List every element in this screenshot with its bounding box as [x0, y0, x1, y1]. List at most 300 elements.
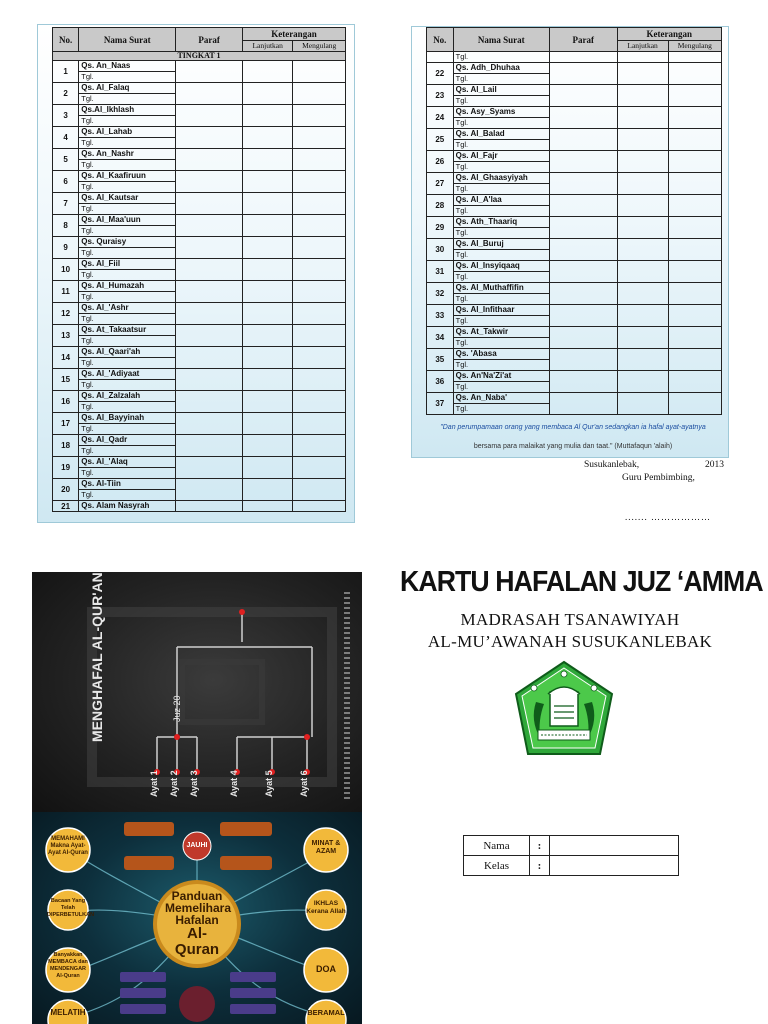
tgl-label: Tgl.: [79, 160, 176, 171]
lanjutkan-cell[interactable]: [617, 393, 668, 415]
surah-number: 3: [53, 105, 79, 127]
paraf-cell[interactable]: [176, 281, 243, 303]
paraf-cell[interactable]: [549, 107, 617, 129]
surah-row: [53, 391, 346, 402]
mengulang-cell[interactable]: [293, 435, 346, 457]
paraf-cell[interactable]: [176, 457, 243, 479]
kelas-label: Kelas: [464, 856, 530, 876]
lanjutkan-cell[interactable]: [242, 215, 293, 237]
tgl-label: Tgl.: [79, 116, 176, 127]
identity-row-kelas: [464, 856, 679, 876]
lanjutkan-cell[interactable]: [242, 501, 293, 512]
surah-name: Qs. Al_'Ashr: [79, 303, 176, 314]
tgl-label: Tgl.: [79, 468, 176, 479]
svg-text:Ayat 1: Ayat 1: [149, 770, 159, 797]
surah-name: Qs. An_Nashr: [79, 149, 176, 160]
fragment-paraf-cell[interactable]: [549, 52, 617, 63]
tgl-label: Tgl.: [79, 270, 176, 281]
tgl-label: Tgl.: [453, 140, 549, 151]
tgl-label: Tgl.: [453, 162, 549, 173]
lanjutkan-cell[interactable]: [617, 195, 668, 217]
surah-number: 6: [53, 171, 79, 193]
mengulang-cell[interactable]: [293, 259, 346, 281]
surah-row: [427, 261, 722, 272]
surah-row: [53, 479, 346, 490]
mengulang-cell[interactable]: [293, 369, 346, 391]
surah-number: 15: [53, 369, 79, 391]
tgl-label: Tgl.: [79, 204, 176, 215]
paraf-cell[interactable]: [176, 127, 243, 149]
surah-number: 23: [427, 85, 454, 107]
lanjutkan-cell[interactable]: [242, 149, 293, 171]
surah-number: 12: [53, 303, 79, 325]
tgl-label: Tgl.: [79, 182, 176, 193]
paraf-cell[interactable]: [176, 325, 243, 347]
mengulang-cell[interactable]: [293, 457, 346, 479]
paraf-cell[interactable]: [549, 151, 617, 173]
header-keterangan: Keterangan: [617, 28, 722, 41]
paraf-cell[interactable]: [549, 393, 617, 415]
signature-place: Susukanlebak,: [584, 460, 640, 470]
tgl-label: Tgl.: [453, 118, 549, 129]
mengulang-cell[interactable]: [668, 63, 721, 85]
tgl-label: Tgl.: [453, 338, 549, 349]
surah-name: Qs. Alam Nasyrah: [79, 501, 176, 512]
tgl-label: Tgl.: [453, 316, 549, 327]
tgl-label: Tgl.: [453, 294, 549, 305]
surah-row: [53, 127, 346, 138]
surah-number: 33: [427, 305, 454, 327]
lanjutkan-cell[interactable]: [617, 217, 668, 239]
surah-name: Qs. Quraisy: [79, 237, 176, 248]
surah-name: Qs. Al_Qaari'ah: [79, 347, 176, 358]
surah-row: [53, 325, 346, 336]
surah-number: 8: [53, 215, 79, 237]
surah-row: [53, 369, 346, 380]
paraf-cell[interactable]: [549, 63, 617, 85]
tgl-label: Tgl.: [453, 250, 549, 261]
tgl-label: Tgl.: [453, 228, 549, 239]
surah-name: Qs. Al_Lahab: [79, 127, 176, 138]
mengulang-cell[interactable]: [668, 305, 721, 327]
surah-name: Qs. Al_Balad: [453, 129, 549, 140]
poster-jauhi-label: JAUHI: [186, 842, 208, 849]
tingkat-band: TINGKAT 1: [53, 52, 346, 61]
surah-name: Qs. An_Naba': [453, 393, 549, 404]
lanjutkan-cell[interactable]: [617, 371, 668, 393]
paraf-cell[interactable]: [549, 195, 617, 217]
paraf-cell[interactable]: [176, 479, 243, 501]
surah-number: 37: [427, 393, 454, 415]
surah-row: [53, 435, 346, 446]
surah-number: 14: [53, 347, 79, 369]
lanjutkan-cell[interactable]: [242, 237, 293, 259]
surah-row: [427, 107, 722, 118]
lanjutkan-cell[interactable]: [617, 283, 668, 305]
lanjutkan-cell[interactable]: [242, 303, 293, 325]
surah-number: 19: [53, 457, 79, 479]
surah-row: [53, 259, 346, 270]
lanjutkan-cell[interactable]: [242, 193, 293, 215]
tgl-label: Tgl.: [79, 424, 176, 435]
mengulang-cell[interactable]: [668, 393, 721, 415]
mengulang-cell[interactable]: [293, 413, 346, 435]
signature-year: 2013: [705, 460, 724, 470]
lanjutkan-cell[interactable]: [617, 349, 668, 371]
paraf-cell[interactable]: [176, 413, 243, 435]
lanjutkan-cell[interactable]: [242, 127, 293, 149]
header-paraf: Paraf: [549, 28, 617, 52]
surah-name: Qs. At_Takaatsur: [79, 325, 176, 336]
center-title-line-4: Al-Quran: [174, 925, 220, 958]
lanjutkan-cell[interactable]: [242, 457, 293, 479]
mengulang-cell[interactable]: [293, 479, 346, 501]
mengulang-cell[interactable]: [668, 151, 721, 173]
tgl-label: Tgl.: [79, 94, 176, 105]
mengulang-cell[interactable]: [293, 171, 346, 193]
signature-role: Guru Pembimbing,: [622, 473, 695, 483]
tgl-label: Tgl.: [453, 360, 549, 371]
fragment-mengulang-cell[interactable]: [668, 52, 721, 63]
surah-row: [427, 239, 722, 250]
school-logo-emblem: [508, 658, 620, 762]
lanjutkan-cell[interactable]: [242, 83, 293, 105]
surah-number: 4: [53, 127, 79, 149]
mengulang-cell[interactable]: [668, 349, 721, 371]
mengulang-cell[interactable]: [293, 281, 346, 303]
lanjutkan-cell[interactable]: [242, 435, 293, 457]
quote-line-1: "Dan perumpamaan orang yang membaca Al Qur'an sedangkan ia hafal ayat-ayatnya: [440, 424, 706, 431]
svg-text:Ayat 3: Ayat 3: [189, 770, 199, 797]
header-no: No.: [53, 28, 79, 52]
poster-side-title: MENGHAFAL AL-QUR'AN: [89, 572, 105, 742]
lanjutkan-cell[interactable]: [617, 327, 668, 349]
lanjutkan-cell[interactable]: [617, 129, 668, 151]
fragment-lanjutkan-cell[interactable]: [617, 52, 668, 63]
mengulang-cell[interactable]: [293, 325, 346, 347]
paraf-cell[interactable]: [549, 173, 617, 195]
tgl-label: Tgl.: [79, 402, 176, 413]
surah-number: 17: [53, 413, 79, 435]
mengulang-cell[interactable]: [293, 347, 346, 369]
paraf-cell[interactable]: [176, 83, 243, 105]
surah-name: Qs. Al_'Adiyaat: [79, 369, 176, 380]
surah-row: [53, 237, 346, 248]
mengulang-cell[interactable]: [293, 501, 346, 512]
paraf-cell[interactable]: [176, 501, 243, 512]
surah-name: Qs. Al_Maa'uun: [79, 215, 176, 226]
surah-row: [53, 457, 346, 468]
hafalan-table-right: [426, 27, 722, 415]
tgl-label: Tgl.: [453, 206, 549, 217]
surah-row: [53, 171, 346, 182]
mengulang-cell[interactable]: [668, 261, 721, 283]
lanjutkan-cell[interactable]: [242, 259, 293, 281]
paraf-cell[interactable]: [176, 369, 243, 391]
lanjutkan-cell[interactable]: [617, 85, 668, 107]
lanjutkan-cell[interactable]: [617, 173, 668, 195]
surah-name: Qs. 'Abasa: [453, 349, 549, 360]
paraf-cell[interactable]: [549, 217, 617, 239]
surah-number: 28: [427, 195, 454, 217]
surah-name: Qs. Al_'Alaq: [79, 457, 176, 468]
surah-name: Qs. Al_Fajr: [453, 151, 549, 162]
surah-name: Qs. An'Na'Zi'at: [453, 371, 549, 382]
lanjutkan-cell[interactable]: [242, 347, 293, 369]
quote-line-2: bersama para malaikat yang mulia dan taat." (Muttafaqun 'alaih): [473, 443, 673, 450]
left-hafalan-table-panel: [37, 24, 355, 523]
fragment-tgl-label: Tgl.: [453, 52, 549, 63]
mengulang-cell[interactable]: [293, 149, 346, 171]
paraf-cell[interactable]: [176, 237, 243, 259]
surah-name: Qs. Al_A'laa: [453, 195, 549, 206]
surah-row: [427, 195, 722, 206]
svg-text:Ayat 5: Ayat 5: [264, 770, 274, 797]
surah-row: [53, 105, 346, 116]
mengulang-cell[interactable]: [293, 83, 346, 105]
surah-name: Qs. Al-Tiin: [79, 479, 176, 490]
tgl-label: Tgl.: [79, 292, 176, 303]
paraf-cell[interactable]: [176, 303, 243, 325]
kelas-colon: :: [530, 856, 550, 876]
surah-row: [427, 327, 722, 338]
node-memahami: MEMAHAMI Makna Ayat-Ayat Al-Quran: [48, 836, 88, 856]
card-title: KARTU HAFALAN JUZ ‘AMMA: [400, 566, 763, 598]
tgl-label: Tgl.: [453, 184, 549, 195]
surah-row: [427, 349, 722, 360]
center-title-line-1: Panduan: [171, 889, 223, 903]
surah-name: Qs. Al_Kautsar: [79, 193, 176, 204]
tgl-label: Tgl.: [79, 358, 176, 369]
school-name-line-2: AL-MU’AWANAH SUSUKANLEBAK: [427, 632, 713, 651]
node-membaca: Banyakkan MEMBACA dan MENDENGAR Al-Quran: [48, 952, 88, 979]
paraf-cell[interactable]: [176, 171, 243, 193]
surah-name: Qs. Adh_Dhuhaa: [453, 63, 549, 74]
surah-number: 20: [53, 479, 79, 501]
surah-number: 21: [53, 501, 79, 512]
right-table-body: [427, 63, 722, 415]
lanjutkan-cell[interactable]: [242, 369, 293, 391]
nama-label: Nama: [464, 836, 530, 856]
header-nama-surat: Nama Surat: [79, 28, 176, 52]
node-doa: DOA: [316, 964, 336, 974]
surah-number: 26: [427, 151, 454, 173]
header-mengulang: Mengulang: [293, 40, 346, 51]
node-ikhlas: IKHLAS Kerana Allah: [306, 900, 346, 915]
paraf-cell[interactable]: [176, 149, 243, 171]
mengulang-cell[interactable]: [293, 193, 346, 215]
surah-row: [53, 149, 346, 160]
lanjutkan-cell[interactable]: [242, 281, 293, 303]
surah-row: [427, 85, 722, 96]
surah-number: 35: [427, 349, 454, 371]
mengulang-cell[interactable]: [668, 327, 721, 349]
surah-row: [427, 283, 722, 294]
nama-colon: :: [530, 836, 550, 856]
mengulang-cell[interactable]: [668, 173, 721, 195]
school-name-line-1: MADRASAH TSANAWIYAH: [460, 610, 680, 629]
surah-row: [53, 281, 346, 292]
tgl-label: Tgl.: [79, 314, 176, 325]
lanjutkan-cell[interactable]: [617, 261, 668, 283]
paraf-cell[interactable]: [176, 61, 243, 83]
mengulang-cell[interactable]: [293, 391, 346, 413]
svg-text:Ayat 4: Ayat 4: [229, 770, 239, 797]
surah-name: Qs. Al_Infithaar: [453, 305, 549, 316]
signature-line: ....... ………………: [625, 512, 711, 522]
fragment-no-cell: [427, 52, 454, 63]
tgl-label: Tgl.: [79, 138, 176, 149]
surah-number: 25: [427, 129, 454, 151]
center-title-line-2: Memelihara: [165, 901, 232, 915]
header-keterangan: Keterangan: [242, 28, 345, 41]
mengulang-cell[interactable]: [668, 371, 721, 393]
lanjutkan-cell[interactable]: [242, 325, 293, 347]
mengulang-cell[interactable]: [668, 283, 721, 305]
poster-center-title: [165, 889, 232, 958]
svg-text:Ayat 2: Ayat 2: [169, 770, 179, 797]
surah-number: 9: [53, 237, 79, 259]
mengulang-cell[interactable]: [668, 129, 721, 151]
lanjutkan-cell[interactable]: [242, 479, 293, 501]
lanjutkan-cell[interactable]: [242, 391, 293, 413]
paraf-cell[interactable]: [549, 261, 617, 283]
paraf-cell[interactable]: [549, 327, 617, 349]
surah-name: Qs. Al_Fiil: [79, 259, 176, 270]
svg-text:Ayat 6: Ayat 6: [299, 770, 309, 797]
paraf-cell[interactable]: [176, 215, 243, 237]
paraf-cell[interactable]: [549, 283, 617, 305]
node-minat: MINAT & AZAM: [311, 840, 341, 855]
mengulang-cell[interactable]: [293, 215, 346, 237]
paraf-cell[interactable]: [176, 259, 243, 281]
header-lanjutkan: Lanjutkan: [617, 40, 668, 51]
surah-row: [53, 347, 346, 358]
right-hafalan-table-panel: [411, 26, 729, 458]
surah-row: [427, 63, 722, 74]
surah-number: 24: [427, 107, 454, 129]
surah-row: [53, 303, 346, 314]
lanjutkan-cell[interactable]: [617, 151, 668, 173]
mengulang-cell[interactable]: [293, 303, 346, 325]
mengulang-cell[interactable]: [668, 217, 721, 239]
surah-row: [53, 215, 346, 226]
surah-name: Qs. An_Naas: [79, 61, 176, 72]
surah-name: Qs. Al_Buruj: [453, 239, 549, 250]
mengulang-cell[interactable]: [668, 195, 721, 217]
surah-number: 31: [427, 261, 454, 283]
paraf-cell[interactable]: [176, 193, 243, 215]
student-identity-table: [463, 835, 679, 876]
surah-number: 13: [53, 325, 79, 347]
lanjutkan-cell[interactable]: [242, 413, 293, 435]
surah-number: 7: [53, 193, 79, 215]
tgl-label: Tgl.: [79, 72, 176, 83]
paraf-cell[interactable]: [549, 85, 617, 107]
mengulang-cell[interactable]: [668, 85, 721, 107]
surah-number: 10: [53, 259, 79, 281]
surah-number: 18: [53, 435, 79, 457]
surah-row: [427, 371, 722, 382]
header-mengulang: Mengulang: [668, 40, 721, 51]
surah-name: Qs. At_Takwir: [453, 327, 549, 338]
tgl-label: Tgl.: [79, 380, 176, 391]
paraf-cell[interactable]: [549, 305, 617, 327]
right-table-top-fragment: [427, 52, 722, 63]
tgl-label: Tgl.: [79, 336, 176, 347]
surah-name: Qs. Ath_Thaariq: [453, 217, 549, 228]
lanjutkan-cell[interactable]: [617, 107, 668, 129]
surah-row: [53, 83, 346, 94]
lanjutkan-cell[interactable]: [242, 171, 293, 193]
paraf-cell[interactable]: [549, 371, 617, 393]
tgl-label: Tgl.: [79, 446, 176, 457]
paraf-cell[interactable]: [176, 435, 243, 457]
surah-name: Qs. Asy_Syams: [453, 107, 549, 118]
tgl-label: Tgl.: [79, 490, 176, 501]
surah-name: Qs. Al_Bayyinah: [79, 413, 176, 424]
surah-row: [427, 173, 722, 184]
memorization-poster-bottom: [32, 812, 362, 1024]
surah-row: [53, 193, 346, 204]
lanjutkan-cell[interactable]: [242, 61, 293, 83]
mengulang-cell[interactable]: [668, 239, 721, 261]
node-bacaan: Bacaan Yang Telah DIPERBETULKAN: [47, 898, 95, 918]
surah-number: 2: [53, 83, 79, 105]
nama-field[interactable]: [550, 836, 679, 856]
poster-juz-label: Juz 20: [172, 695, 182, 722]
surah-row: [427, 129, 722, 140]
kelas-field[interactable]: [550, 856, 679, 876]
lanjutkan-cell[interactable]: [242, 105, 293, 127]
lanjutkan-cell[interactable]: [617, 305, 668, 327]
lanjutkan-cell[interactable]: [617, 63, 668, 85]
surah-row: [53, 61, 346, 72]
surah-row: [427, 217, 722, 228]
surah-name: Qs. Al_Zalzalah: [79, 391, 176, 402]
tgl-label: Tgl.: [453, 382, 549, 393]
lanjutkan-cell[interactable]: [617, 239, 668, 261]
mengulang-cell[interactable]: [293, 127, 346, 149]
header-lanjutkan: Lanjutkan: [242, 40, 293, 51]
surah-number: 30: [427, 239, 454, 261]
surah-number: 1: [53, 61, 79, 83]
surah-number: 16: [53, 391, 79, 413]
surah-name: Qs. Al_Humazah: [79, 281, 176, 292]
surah-name: Qs. Al_Ghaasyiyah: [453, 173, 549, 184]
paraf-cell[interactable]: [176, 105, 243, 127]
surah-name: Qs. Al_Muthaffifin: [453, 283, 549, 294]
paraf-cell[interactable]: [549, 239, 617, 261]
mengulang-cell[interactable]: [293, 105, 346, 127]
node-beramal: BERAMAL: [307, 1008, 345, 1017]
surah-number: 27: [427, 173, 454, 195]
surah-number: 22: [427, 63, 454, 85]
tgl-label: Tgl.: [453, 74, 549, 85]
surah-name: Qs. Al_Qadr: [79, 435, 176, 446]
paraf-cell[interactable]: [176, 391, 243, 413]
identity-row-nama: [464, 836, 679, 856]
mengulang-cell[interactable]: [668, 107, 721, 129]
paraf-cell[interactable]: [176, 347, 243, 369]
mengulang-cell[interactable]: [293, 61, 346, 83]
surah-name: Qs. Al_Lail: [453, 85, 549, 96]
surah-row: [53, 413, 346, 424]
paraf-cell[interactable]: [549, 349, 617, 371]
surah-name: Qs. Al_Insyiqaaq: [453, 261, 549, 272]
paraf-cell[interactable]: [549, 129, 617, 151]
mengulang-cell[interactable]: [293, 237, 346, 259]
